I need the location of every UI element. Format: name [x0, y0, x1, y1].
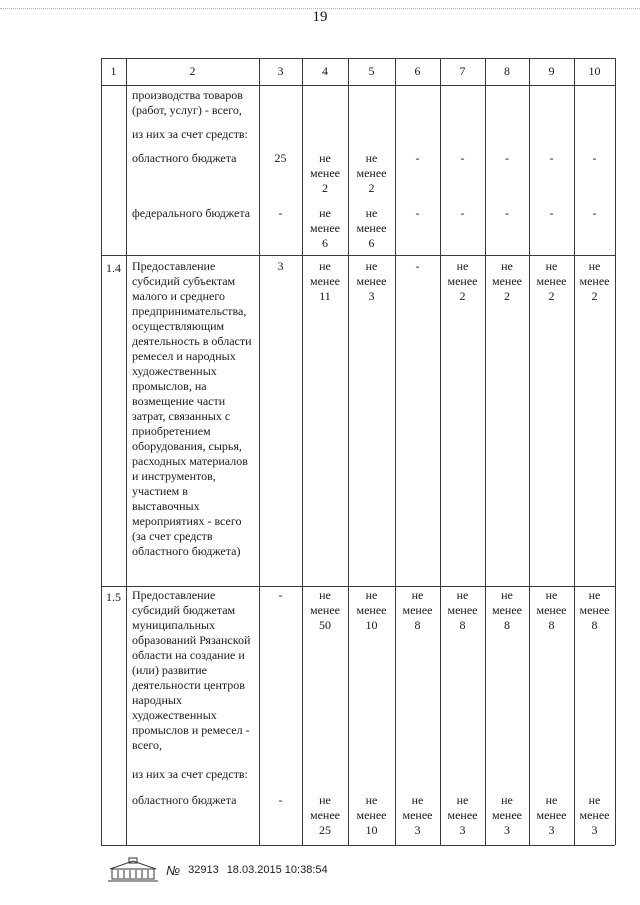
- document-number-sign: №: [166, 862, 181, 878]
- row-description: областного бюджета: [132, 793, 237, 807]
- column-header: 6: [414, 64, 421, 78]
- row-value: -: [592, 206, 597, 220]
- row-id: 1.5: [106, 590, 121, 604]
- table-rule: [395, 58, 396, 845]
- row-value: -: [592, 151, 597, 165]
- row-value: не менее 2: [356, 151, 387, 195]
- row-value: не менее 6: [356, 206, 387, 250]
- row-value: не менее 6: [310, 206, 340, 250]
- table-rule: [101, 845, 615, 846]
- row-description: из них за счет средств:: [132, 767, 248, 781]
- table-rule: [101, 58, 102, 845]
- row-value: не менее 3: [536, 793, 567, 837]
- table-rule: [615, 58, 616, 845]
- row-value: -: [415, 206, 420, 220]
- row-value: 25: [274, 151, 287, 165]
- row-value: не менее 8: [402, 588, 433, 632]
- row-value: -: [278, 588, 283, 602]
- row-value: не менее 2: [536, 259, 567, 303]
- row-value: не менее 2: [579, 259, 610, 303]
- row-value: -: [460, 151, 465, 165]
- page-number: 19: [312, 9, 328, 25]
- table-rule: [101, 85, 615, 86]
- building-stamp-icon: [108, 857, 158, 883]
- row-value: -: [460, 206, 465, 220]
- row-description: производства товаров (работ, услуг) - всего,: [132, 88, 243, 117]
- row-value: не менее 2: [447, 259, 478, 303]
- row-value: -: [549, 151, 554, 165]
- row-value: -: [415, 259, 420, 273]
- row-value: не менее 3: [356, 259, 387, 303]
- row-value: -: [505, 151, 509, 165]
- registration-footer: [108, 855, 528, 885]
- row-value: не менее 3: [492, 793, 522, 837]
- row-value: не менее 10: [356, 793, 387, 837]
- row-id: 1.4: [106, 261, 121, 275]
- table-rule: [485, 58, 486, 845]
- row-value: не менее 8: [492, 588, 522, 632]
- row-value: не менее 3: [402, 793, 433, 837]
- table-rule: [101, 586, 615, 587]
- column-header: 3: [277, 64, 284, 78]
- row-value: не менее 10: [356, 588, 387, 632]
- row-value: не менее 8: [536, 588, 567, 632]
- row-value: -: [278, 206, 283, 220]
- column-header: 4: [322, 64, 328, 78]
- row-value: 3: [277, 259, 284, 273]
- row-description: Предоставление субсидий бюджетам муниципальных образований Рязанской области на создание и (или) развитие деятельности центров народных художественных промыслов и ремесел - всего,: [132, 588, 251, 752]
- budget-table: [101, 58, 615, 845]
- row-value: не менее 2: [310, 151, 340, 195]
- row-description: из них за счет средств:: [132, 127, 248, 141]
- document-number: 32913: [188, 864, 219, 876]
- table-rule: [440, 58, 441, 845]
- row-value: -: [549, 206, 554, 220]
- column-header: 9: [548, 64, 555, 78]
- row-value: не менее 50: [310, 588, 340, 632]
- registration-timestamp: 18.03.2015 10:38:54: [226, 864, 328, 876]
- column-header: 8: [504, 64, 510, 78]
- table-rule: [126, 58, 127, 845]
- row-description: Предоставление субсидий субъектам малого и среднего предпринимательства, осуществляющим деятельность в области ремесел и народных художественных промыслов, на возмещение части затрат, связанных с приобретением оборудования, сырья, расходных материалов и инструментов, участием в выставочных мероприятиях - всего (за счет средств областного бюджета): [132, 259, 252, 558]
- column-header: 5: [368, 64, 375, 78]
- row-value: -: [278, 793, 283, 807]
- table-rule: [259, 58, 260, 845]
- column-header: 10: [588, 64, 601, 78]
- row-value: -: [505, 206, 509, 220]
- table-rule: [574, 58, 575, 845]
- column-header: 7: [459, 64, 466, 78]
- row-value: не менее 25: [310, 793, 340, 837]
- row-value: не менее 2: [492, 259, 522, 303]
- table-rule: [101, 58, 615, 59]
- row-value: не менее 3: [579, 793, 610, 837]
- table-rule: [529, 58, 530, 845]
- row-value: не менее 3: [447, 793, 478, 837]
- column-header: 1: [110, 64, 117, 78]
- row-value: -: [415, 151, 420, 165]
- row-value: не менее 8: [447, 588, 478, 632]
- row-description: областного бюджета: [132, 151, 237, 165]
- column-header: 2: [189, 64, 196, 78]
- table-rule: [101, 255, 615, 256]
- row-description: федерального бюджета: [132, 206, 251, 220]
- row-value: не менее 11: [310, 259, 340, 303]
- row-value: не менее 8: [579, 588, 610, 632]
